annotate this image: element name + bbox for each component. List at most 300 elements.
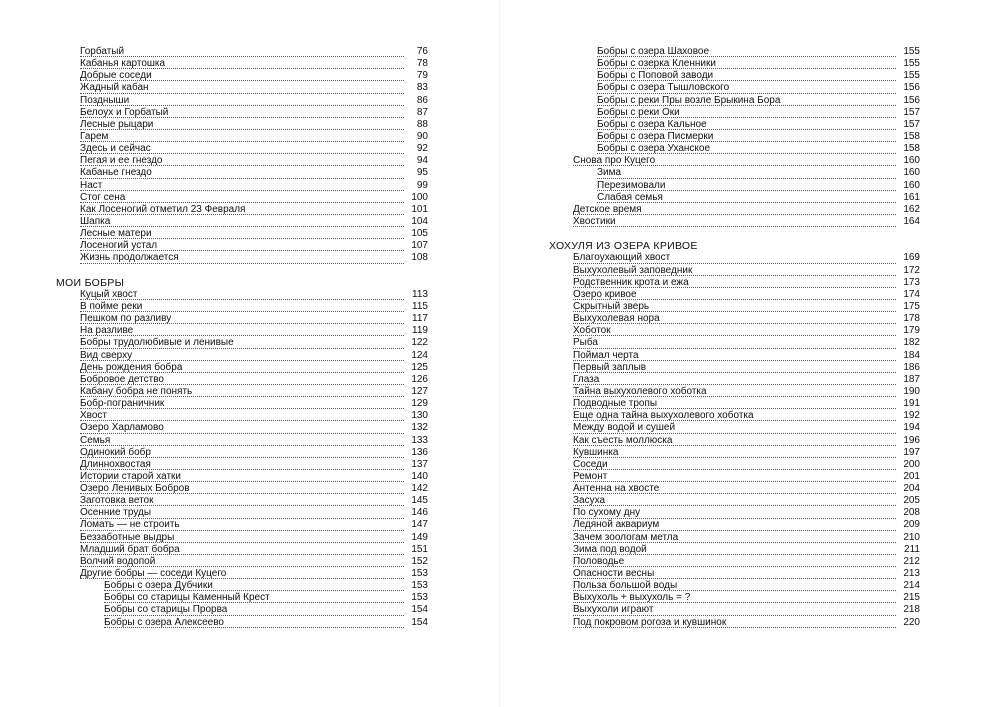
toc-entry	[549, 422, 920, 434]
toc-entry-title: Бобровое детство	[80, 373, 164, 385]
dot-leader	[80, 323, 404, 324]
dot-leader	[573, 299, 896, 300]
toc-entry	[549, 398, 920, 410]
toc-entry	[56, 459, 428, 471]
toc-entry-title: Бобр-пограничник	[80, 398, 165, 410]
toc-entry	[56, 58, 428, 70]
toc-entry-title: Осенние труды	[80, 507, 152, 519]
toc-entry-page-number: 76	[416, 45, 428, 57]
toc-entry-title: Бобры с озера Алексеево	[104, 616, 224, 628]
dot-leader	[573, 433, 896, 434]
toc-entry-page-number: 153	[411, 592, 428, 604]
toc-entry-page-number: 107	[411, 240, 428, 252]
toc-entry-title: Рыба	[573, 337, 598, 349]
dot-leader	[80, 226, 404, 227]
toc-entry-title: Засуха	[573, 495, 606, 507]
dot-leader	[573, 481, 896, 482]
toc-entry-page-number: 129	[411, 398, 428, 410]
toc-entry	[549, 556, 920, 568]
toc-entry	[549, 520, 920, 532]
toc-entry	[549, 204, 920, 216]
toc-entry-page-number: 196	[903, 434, 920, 446]
toc-entry-title: Хоботок	[573, 325, 611, 337]
toc-entry	[56, 350, 428, 362]
dot-leader	[573, 566, 896, 567]
dot-leader	[597, 129, 896, 130]
toc-entry-page-number: 154	[411, 604, 428, 616]
toc-entry-page-number: 191	[903, 398, 920, 410]
toc-entry	[56, 180, 428, 192]
dot-leader	[597, 105, 896, 106]
dot-leader	[573, 263, 896, 264]
toc-entry	[56, 362, 428, 374]
toc-entry	[549, 180, 920, 192]
dot-leader	[80, 481, 404, 482]
toc-entry-page-number: 162	[903, 203, 920, 215]
toc-entry-title: По сухому дну	[573, 507, 641, 519]
toc-entry-page-number: 105	[411, 228, 428, 240]
toc-entry-title: Стог сена	[80, 191, 126, 203]
toc-entry-page-number: 104	[411, 215, 428, 227]
toc-entry	[56, 46, 428, 58]
dot-leader	[573, 311, 896, 312]
toc-entry	[56, 155, 428, 167]
dot-leader	[573, 360, 896, 361]
dot-leader	[573, 445, 896, 446]
toc-entry-page-number: 175	[903, 300, 920, 312]
toc-entry-page-number: 122	[411, 337, 428, 349]
toc-entry-title: Здесь и сейчас	[80, 143, 151, 155]
toc-entry-page-number: 94	[416, 155, 428, 167]
dot-leader	[80, 530, 404, 531]
dot-leader	[573, 396, 896, 397]
toc-entry-title: Хвостики	[573, 215, 616, 227]
toc-entry	[549, 471, 920, 483]
dot-leader	[573, 335, 896, 336]
toc-entry-title: Бобры с озера Тышловского	[597, 82, 730, 94]
dot-leader	[573, 554, 896, 555]
dot-leader	[573, 627, 896, 628]
toc-entry-title: Как съесть моллюска	[573, 434, 673, 446]
toc-entry-page-number: 160	[903, 155, 920, 167]
toc-entry	[56, 325, 428, 337]
toc-entry-title: Бобры с озера Шаховое	[597, 45, 710, 57]
dot-leader	[80, 129, 404, 130]
toc-entry-title: В пойме реки	[80, 300, 143, 312]
section-heading	[56, 265, 428, 289]
toc-entry	[56, 386, 428, 398]
toc-entry-title: Снова про Куцего	[573, 155, 656, 167]
dot-leader	[573, 615, 896, 616]
toc-entry-page-number: 156	[903, 94, 920, 106]
toc-entry-page-number: 211	[904, 543, 920, 555]
toc-entry-title: Другие бобры — соседи Куцего	[80, 568, 227, 580]
toc-entry	[549, 604, 920, 616]
toc-entry	[56, 520, 428, 532]
toc-entry	[56, 556, 428, 568]
toc-column-left	[56, 46, 428, 629]
toc-entry-page-number: 117	[412, 313, 428, 325]
toc-entry	[56, 337, 428, 349]
toc-entry	[56, 410, 428, 422]
dot-leader	[573, 214, 896, 215]
toc-entry-title: Ледяной аквариум	[573, 519, 660, 531]
toc-entry	[56, 422, 428, 434]
toc-entry-page-number: 155	[903, 70, 920, 82]
dot-leader	[80, 263, 404, 264]
toc-entry-page-number: 212	[903, 555, 920, 567]
toc-entry	[549, 325, 920, 337]
dot-leader	[597, 56, 896, 57]
toc-entry	[56, 204, 428, 216]
toc-entry	[56, 289, 428, 301]
toc-entry-page-number: 115	[412, 300, 428, 312]
toc-entry	[549, 374, 920, 386]
toc-entry-title: Ломать — не строить	[80, 519, 180, 531]
toc-entry-title: Жадный кабан	[80, 82, 149, 94]
toc-entry	[549, 289, 920, 301]
dot-leader	[573, 505, 896, 506]
dot-leader	[80, 493, 404, 494]
toc-entry-title: На разливе	[80, 325, 134, 337]
toc-entry-title: Бобры с реки Пры возле Брыкина Бора	[597, 94, 781, 106]
dot-leader	[573, 275, 896, 276]
toc-entry-title: Перезимовали	[597, 179, 666, 191]
toc-entry-title: Хвост	[80, 410, 108, 422]
toc-entry-title: Детское время	[573, 203, 642, 215]
toc-entry-title: Одинокий бобр	[80, 446, 151, 458]
dot-leader	[573, 372, 896, 373]
toc-entry-page-number: 147	[411, 519, 428, 531]
toc-entry-title: Выхухоли играют	[573, 604, 654, 616]
toc-entry-title: Выхухолевый заповедник	[573, 264, 693, 276]
dot-leader	[80, 299, 404, 300]
toc-entry-page-number: 169	[903, 252, 920, 264]
toc-entry-page-number: 152	[411, 555, 428, 567]
toc-entry-page-number: 124	[411, 349, 428, 361]
toc-entry-page-number: 132	[411, 422, 428, 434]
toc-entry-page-number: 204	[903, 483, 920, 495]
dot-leader	[80, 554, 404, 555]
toc-entry	[56, 70, 428, 82]
toc-entry	[56, 532, 428, 544]
toc-entry-page-number: 157	[903, 118, 920, 130]
dot-leader	[573, 420, 896, 421]
dot-leader	[80, 420, 404, 421]
section-heading-title: ХОХУЛЯ ИЗ ОЗЕРА КРИВОЕ	[549, 240, 698, 253]
toc-entry	[56, 447, 428, 459]
dot-leader	[597, 141, 896, 142]
toc-entry-page-number: 149	[411, 531, 428, 543]
dot-leader	[573, 165, 896, 166]
dot-leader	[573, 542, 896, 543]
dot-leader	[573, 469, 896, 470]
toc-entry-page-number: 157	[903, 106, 920, 118]
toc-entry-page-number: 164	[903, 215, 920, 227]
toc-entry-page-number: 186	[903, 361, 920, 373]
toc-entry-page-number: 130	[411, 410, 428, 422]
toc-entry	[549, 119, 920, 131]
toc-entry-page-number: 197	[903, 446, 920, 458]
dot-leader	[80, 153, 404, 154]
toc-entry-page-number: 90	[416, 130, 428, 142]
toc-entry-title: Ремонт	[573, 470, 608, 482]
dot-leader	[597, 202, 896, 203]
toc-entry-title: Озеро Харламово	[80, 422, 164, 434]
dot-leader	[80, 238, 404, 239]
toc-entry	[549, 313, 920, 325]
toc-entry	[549, 544, 920, 556]
toc-entry-page-number: 158	[903, 130, 920, 142]
toc-entry-title: Пегая и ее гнездо	[80, 155, 163, 167]
toc-entry-title: Кабанье гнездо	[80, 167, 152, 179]
toc-entry-page-number: 174	[903, 288, 920, 300]
toc-entry-title: Зима под водой	[573, 543, 647, 555]
toc-entry-title: Длиннохвостая	[80, 458, 151, 470]
dot-leader	[80, 433, 404, 434]
toc-entry-title: Бобры с озера Дубчики	[104, 580, 213, 592]
dot-leader	[573, 590, 896, 591]
toc-entry-title: Скрытный зверь	[573, 300, 650, 312]
toc-entry	[549, 70, 920, 82]
toc-entry-page-number: 133	[411, 434, 428, 446]
toc-entry	[549, 435, 920, 447]
toc-entry-title: День рождения бобра	[80, 361, 183, 373]
toc-entry-page-number: 178	[903, 313, 920, 325]
toc-entry	[56, 398, 428, 410]
toc-entry	[56, 435, 428, 447]
toc-entry-title: Бобры с реки Оки	[597, 106, 680, 118]
toc-entry	[56, 228, 428, 240]
toc-entry-page-number: 209	[903, 519, 920, 531]
dot-leader	[80, 408, 404, 409]
dot-leader	[573, 287, 896, 288]
toc-entry-page-number: 137	[411, 458, 428, 470]
toc-entry	[549, 265, 920, 277]
toc-entry-page-number: 78	[416, 58, 428, 70]
toc-entry-title: Вид сверху	[80, 349, 133, 361]
dot-leader	[80, 348, 404, 349]
toc-entry	[549, 507, 920, 519]
toc-entry-page-number: 154	[411, 616, 428, 628]
toc-entry-title: Родственник крота и ежа	[573, 276, 689, 288]
toc-entry-page-number: 160	[903, 179, 920, 191]
toc-entry	[56, 82, 428, 94]
toc-entry	[56, 592, 428, 604]
toc-entry-page-number: 179	[903, 325, 920, 337]
toc-entry	[549, 350, 920, 362]
toc-entry-page-number: 126	[411, 373, 428, 385]
toc-entry-title: Еще одна тайна выхухолевого хоботка	[573, 410, 754, 422]
toc-entry	[56, 192, 428, 204]
toc-entry-title: Пешком по разливу	[80, 313, 172, 325]
dot-leader	[80, 190, 404, 191]
dot-leader	[80, 105, 404, 106]
toc-entry-title: Выхухолевая нора	[573, 313, 660, 325]
toc-entry-page-number: 145	[411, 495, 428, 507]
toc-entry	[549, 617, 920, 629]
toc-entry	[549, 95, 920, 107]
toc-entry-title: Добрые соседи	[80, 70, 152, 82]
toc-entry	[549, 277, 920, 289]
toc-entry	[549, 167, 920, 179]
toc-entry-title: Гарем	[80, 130, 109, 142]
toc-entry-title: Куцый хвост	[80, 288, 138, 300]
toc-entry-page-number: 200	[903, 458, 920, 470]
toc-entry	[56, 240, 428, 252]
toc-entry	[549, 483, 920, 495]
toc-entry-title: Глаза	[573, 373, 600, 385]
dot-leader	[104, 627, 404, 628]
toc-entry-title: Антенна на хвосте	[573, 483, 660, 495]
toc-entry-title: Польза большой воды	[573, 580, 678, 592]
toc-entry-title: Зачем зоологам метла	[573, 531, 679, 543]
dot-leader	[80, 518, 404, 519]
toc-entry	[549, 58, 920, 70]
toc-entry-title: Между водой и сушей	[573, 422, 676, 434]
toc-entry	[549, 447, 920, 459]
toc-entry	[549, 192, 920, 204]
toc-entry-page-number: 156	[903, 82, 920, 94]
toc-entry-title: Жизнь продолжается	[80, 252, 179, 264]
toc-entry-page-number: 182	[903, 337, 920, 349]
toc-entry-page-number: 220	[903, 616, 920, 628]
toc-entry	[549, 459, 920, 471]
toc-entry-title: Бобры трудолюбивые и ленивые	[80, 337, 234, 349]
toc-entry-page-number: 113	[412, 288, 428, 300]
toc-entry-page-number: 161	[903, 191, 920, 203]
toc-entry-page-number: 136	[411, 446, 428, 458]
dot-leader	[80, 202, 404, 203]
dot-leader	[573, 493, 896, 494]
toc-entry-title: Беззаботные выдры	[80, 531, 175, 543]
dot-leader	[80, 141, 404, 142]
dot-leader	[597, 93, 896, 94]
toc-entry-page-number: 192	[903, 410, 920, 422]
toc-entry	[56, 507, 428, 519]
dot-leader	[80, 445, 404, 446]
toc-entry	[56, 471, 428, 483]
toc-entry	[549, 580, 920, 592]
toc-entry-page-number: 213	[903, 568, 920, 580]
toc-entry	[56, 544, 428, 556]
toc-entry	[549, 143, 920, 155]
toc-entry-page-number: 173	[903, 276, 920, 288]
toc-entry-page-number: 100	[411, 191, 428, 203]
toc-entry-page-number: 127	[411, 385, 428, 397]
toc-entry-page-number: 190	[903, 385, 920, 397]
toc-entry-page-number: 194	[903, 422, 920, 434]
toc-entry-title: Младший брат бобра	[80, 543, 180, 555]
toc-entry-page-number: 215	[903, 592, 920, 604]
right-page	[500, 0, 1000, 707]
toc-entry-page-number: 201	[903, 470, 920, 482]
dot-leader	[573, 518, 896, 519]
dot-leader	[80, 93, 404, 94]
toc-entry-title: Поздныши	[80, 94, 130, 106]
dot-leader	[597, 153, 896, 154]
dot-leader	[573, 348, 896, 349]
toc-entry-title: Половодье	[573, 555, 625, 567]
toc-entry	[56, 374, 428, 386]
toc-entry	[56, 301, 428, 313]
toc-entry	[56, 604, 428, 616]
toc-entry	[549, 592, 920, 604]
toc-entry	[56, 568, 428, 580]
dot-leader	[80, 178, 404, 179]
toc-entry-page-number: 95	[416, 167, 428, 179]
toc-entry-page-number: 142	[411, 483, 428, 495]
toc-entry-title: Наст	[80, 179, 103, 191]
toc-entry-page-number: 151	[411, 543, 428, 555]
toc-entry	[56, 313, 428, 325]
toc-column-right	[549, 46, 920, 629]
toc-entry-title: Заготовка веток	[80, 495, 154, 507]
dot-leader	[80, 457, 404, 458]
toc-entry	[549, 46, 920, 58]
toc-entry-page-number: 140	[411, 470, 428, 482]
toc-entry-title: Лосеногий устал	[80, 240, 158, 252]
toc-entry-title: Горбатый	[80, 45, 125, 57]
toc-entry	[549, 568, 920, 580]
toc-entry-title: Бобры со старицы Каменный Крест	[104, 592, 270, 604]
toc-entry	[549, 107, 920, 119]
toc-entry-page-number: 218	[903, 604, 920, 616]
toc-entry-title: Зима	[597, 167, 622, 179]
section-heading-title: МОИ БОБРЫ	[56, 276, 125, 289]
toc-entry-page-number: 158	[903, 143, 920, 155]
section-heading	[549, 228, 920, 252]
toc-entry	[549, 301, 920, 313]
toc-entry-title: Бобры с озера Кальное	[597, 118, 707, 130]
dot-leader	[573, 530, 896, 531]
toc-entry-title: Слабая семья	[597, 191, 663, 203]
toc-entry-page-number: 155	[903, 45, 920, 57]
toc-entry	[549, 410, 920, 422]
toc-entry-page-number: 153	[411, 580, 428, 592]
toc-entry	[56, 143, 428, 155]
toc-entry-title: Озеро кривое	[573, 288, 637, 300]
toc-entry-title: Благоухающий хвост	[573, 252, 671, 264]
dot-leader	[104, 615, 404, 616]
dot-leader	[80, 542, 404, 543]
toc-entry-page-number: 125	[411, 361, 428, 373]
toc-entry-title: Лесные матери	[80, 228, 152, 240]
toc-entry-title: Кабану бобра не понять	[80, 385, 193, 397]
dot-leader	[80, 396, 404, 397]
toc-entry-page-number: 172	[903, 264, 920, 276]
dot-leader	[80, 360, 404, 361]
toc-entry-title: Первый заплыв	[573, 361, 647, 373]
toc-entry-title: Под покровом рогоза и кувшинок	[573, 616, 727, 628]
toc-entry-page-number: 86	[416, 94, 428, 106]
dot-leader	[573, 226, 896, 227]
toc-entry-title: Тайна выхухолевого хоботка	[573, 385, 707, 397]
toc-entry	[549, 131, 920, 143]
toc-entry-page-number: 79	[416, 70, 428, 82]
toc-entry-page-number: 92	[416, 143, 428, 155]
dot-leader	[573, 602, 896, 603]
toc-entry-title: Кувшинка	[573, 446, 619, 458]
dot-leader	[80, 250, 404, 251]
toc-entry-title: Бобры с озера Писмерки	[597, 130, 714, 142]
toc-entry	[56, 252, 428, 264]
toc-entry	[56, 495, 428, 507]
toc-entry	[549, 386, 920, 398]
toc-entry-title: Бобры с Поповой заводи	[597, 70, 714, 82]
toc-entry	[56, 216, 428, 228]
toc-entry	[56, 119, 428, 131]
